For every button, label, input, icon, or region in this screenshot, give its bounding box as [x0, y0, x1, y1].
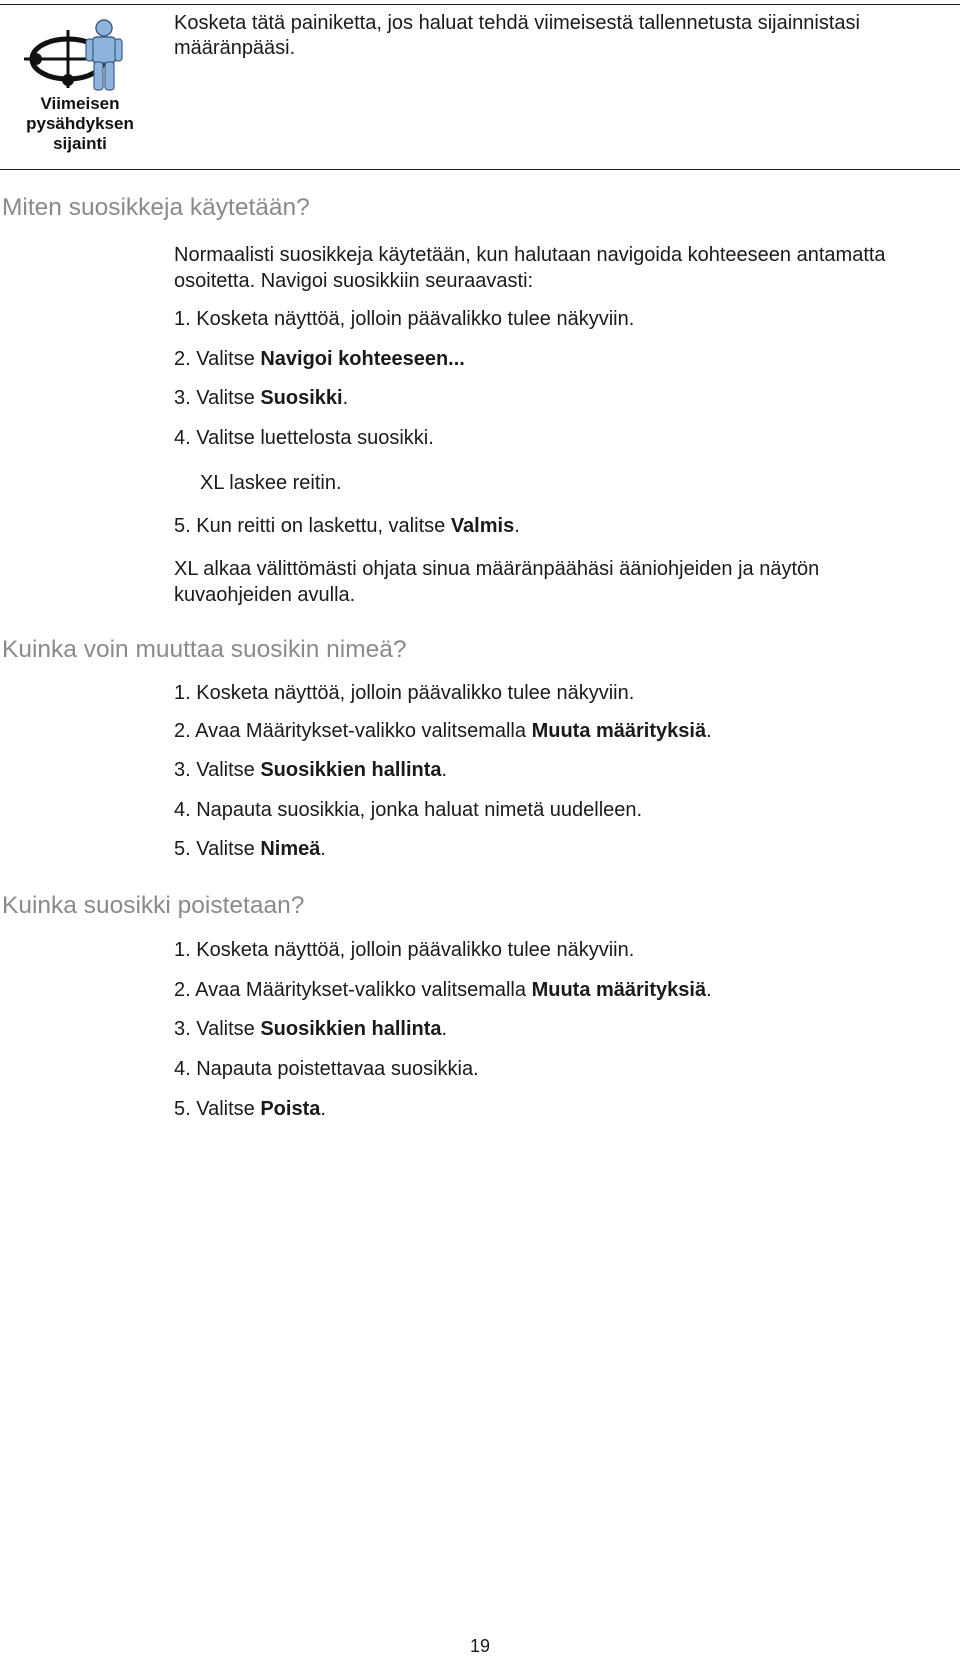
section1-step-1: 1. Kosketa näyttöä, jolloin päävalikko tulee näkyviin.: [174, 308, 635, 330]
step-text: 5. Kun reitti on laskettu, valitse: [174, 515, 451, 537]
section2-step-1: 1. Kosketa näyttöä, jolloin päävalikko tulee näkyviin.: [174, 682, 635, 704]
section3-step-3: [174, 1016, 447, 1042]
crosshair-person-icon: [22, 18, 140, 92]
section2-step-4: 4. Napauta suosikkia, jonka haluat nimetä uudelleen.: [174, 799, 643, 821]
step-punct: .: [320, 1098, 326, 1120]
step-bold-term: Suosikkien hallinta: [260, 759, 442, 781]
step-text: 3. Valitse: [174, 1018, 261, 1040]
section1-intro: Normaalisti suosikkeja käytetään, kun halutaan navigoida kohteeseen antamatta osoitetta. Navigoi suosikkiin seuraavasti:: [174, 244, 886, 292]
step-text: 2. Avaa Määritykset-valikko valitsemalla: [174, 720, 532, 742]
section-heading-how-to-use: Miten suosikkeja käytetään?: [2, 194, 310, 221]
section2-step-5: [174, 836, 326, 862]
section-heading-rename: Kuinka voin muuttaa suosikin nimeä?: [2, 636, 407, 663]
step-bold-term: Suosikkien hallinta: [260, 1018, 442, 1040]
step-bold-term: Nimeä: [260, 838, 321, 860]
section1-step-4-note: XL laskee reitin.: [200, 472, 342, 494]
step-bold-term: Muuta määrityksiä: [531, 720, 707, 742]
section1-outro: XL alkaa välittömästi ohjata sinua määränpäähäsi ääniohjeiden ja näytön kuvaohjeiden avulla.: [174, 558, 820, 606]
step-bold-term: Poista: [260, 1098, 321, 1120]
step-punct: .: [342, 387, 349, 409]
section-divider: [0, 169, 960, 170]
section3-step-2: [174, 977, 712, 1003]
section-heading-delete: Kuinka suosikki poistetaan?: [2, 892, 305, 919]
page-number: 19: [469, 1636, 491, 1656]
top-rule: [0, 4, 960, 5]
step-text: 2. Valitse: [174, 348, 261, 370]
icon-label: Viimeisen pysähdyksen sijainti: [26, 94, 134, 153]
section3-step-5: [174, 1096, 326, 1122]
step-punct: .: [706, 720, 712, 742]
step-text: 5. Valitse: [174, 838, 261, 860]
step-bold-term: Valmis: [450, 515, 515, 537]
section2-step-2: [174, 718, 712, 744]
step-text: 5. Valitse: [174, 1098, 261, 1120]
step-punct: .: [320, 838, 326, 860]
icon-description: Kosketa tätä painiketta, jos haluat tehdä viimeisestä tallennetusta sijainnistasi määränpääsi.: [174, 12, 860, 59]
last-stop-location-icon[interactable]: [22, 18, 140, 92]
step-punct: .: [441, 759, 448, 781]
section3-step-1: 1. Kosketa näyttöä, jolloin päävalikko tulee näkyviin.: [174, 939, 635, 961]
step-text: 3. Valitse: [174, 387, 261, 409]
step-text: 2. Avaa Määritykset-valikko valitsemalla: [174, 979, 532, 1001]
section1-step-3: [174, 385, 348, 411]
section1-step-5: [174, 513, 520, 539]
section1-step-4: 4. Valitse luettelosta suosikki.: [174, 427, 434, 449]
step-bold-term: Suosikki: [260, 387, 343, 409]
section2-step-3: [174, 757, 447, 783]
section1-step-2: [174, 346, 465, 372]
step-bold-term: Navigoi kohteeseen...: [260, 348, 465, 370]
step-text: 3. Valitse: [174, 759, 261, 781]
section3-step-4: 4. Napauta poistettavaa suosikkia.: [174, 1058, 479, 1080]
step-punct: .: [441, 1018, 448, 1040]
step-punct: .: [706, 979, 712, 1001]
step-punct: .: [514, 515, 520, 537]
step-bold-term: Muuta määrityksiä: [531, 979, 707, 1001]
